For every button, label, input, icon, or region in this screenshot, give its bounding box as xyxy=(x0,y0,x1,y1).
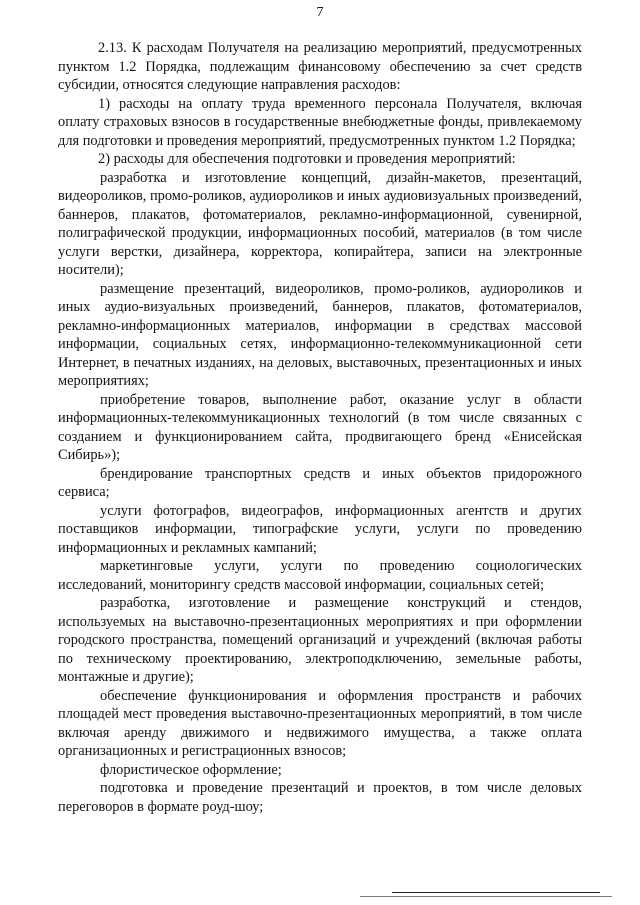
document-body xyxy=(58,39,582,816)
paragraph-sub-placement: размещение презентаций, видеороликов, промо-роликов, аудиороликов и иных аудио-визуальных произведений, баннеров, плакатов, фотоматериалов, рекламно-информационных материалов, информации в средствах массовой информации, социальных сетях, информационно-телекоммуникационной сети Интернет, в печатных изданиях, на деловых, выставочных, презентационных и иных мероприятиях; xyxy=(58,280,582,389)
page-number: 7 xyxy=(316,5,324,20)
paragraph-sub-it-services: приобретение товаров, выполнение работ, оказание услуг в области информационных-телекоммуникационных технологий (в том числе связанных с созданием и функционированием сайта, продвигающего бренд «Енисейская Сибирь»); xyxy=(58,391,582,463)
paragraph-sub-marketing: маркетинговые услуги, услуги по проведению социологических исследований, мониторингу средств массовой информации, социальных сетей; xyxy=(58,558,582,593)
paragraph-sub-constructions: разработка, изготовление и размещение конструкций и стендов, используемых на выставочно-презентационных мероприятиях и при оформлении городского пространства, помещений организаций и учреждений (включая работы по техническому проектированию, электроподключению, земельные работы, монтажные и другие); xyxy=(58,595,582,685)
footer-rule-lower xyxy=(360,896,612,897)
paragraph-2-13: 2.13. К расходам Получателя на реализацию мероприятий, предусмотренных пунктом 1.2 Порядка, подлежащим финансовому обеспечению за счет средств субсидии, относятся следующие направления расходов: xyxy=(58,40,582,93)
paragraph-sub-floristics: флористическое оформление; xyxy=(100,761,282,778)
footer-rule xyxy=(392,892,600,893)
paragraph-sub-photographers: услуги фотографов, видеографов, информационных агентств и других поставщиков информации, типографские услуги, услуги по проведению информационных и рекламных кампаний; xyxy=(58,502,582,556)
paragraph-item-1: 1) расходы на оплату труда временного персонала Получателя, включая оплату страховых взносов в государственные внебюджетные фонды, привлекаемому для подготовки и проведения мероприятий, предусмотренных пунктом 1.2 Порядка; xyxy=(58,95,582,149)
paragraph-sub-venues: обеспечение функционирования и оформления пространств и рабочих площадей мест проведения выставочно-презентационных мероприятий, в том числе включая аренду движимого и недвижимого имущества, а также оплата организационных и регистрационных взносов; xyxy=(58,687,582,759)
paragraph-sub-presentations: подготовка и проведение презентаций и проектов, в том числе деловых переговоров в формате роуд-шоу; xyxy=(58,780,582,815)
paragraph-sub-branding: брендирование транспортных средств и иных объектов придорожного сервиса; xyxy=(58,465,582,500)
paragraph-item-2: 2) расходы для обеспечения подготовки и проведения мероприятий: xyxy=(98,151,516,167)
paragraph-sub-development: разработка и изготовление концепций, дизайн-макетов, презентаций, видеороликов, промо-роликов, аудиороликов и иных аудиовизуальных произведений, баннеров, плакатов, фотоматериалов, рекламно-информационной, сувенирной, полиграфической продукции, информационных пособий, материалов (в том числе услуги верстки, дизайнера, корректора, копирайтера, записи на электронные носители); xyxy=(58,169,582,278)
